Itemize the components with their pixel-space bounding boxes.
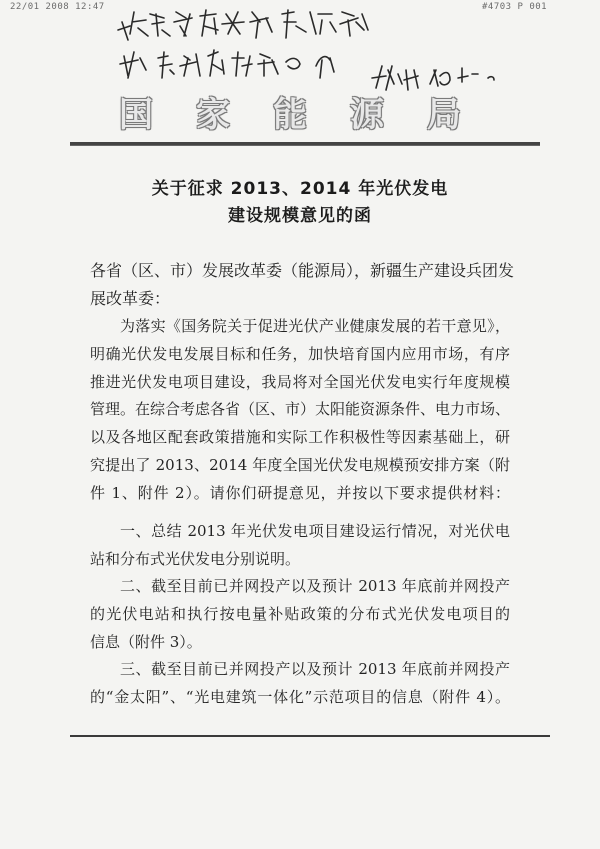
fax-page-number: #4703 P 001 — [482, 2, 548, 12]
header-divider — [70, 142, 540, 146]
text-line: 二、截至目前已并网投产以及预计 2013 年底前并网投产 — [120, 577, 510, 595]
text-line: 三、截至目前已并网投产以及预计 2013 年底前并网投产 — [120, 660, 510, 678]
letterhead-char: 国 — [119, 94, 153, 135]
text-line: 究提出了 2013、2014 年度全国光伏发电规模预安排方案（附 — [90, 455, 510, 474]
letterhead-char: 能 — [273, 94, 307, 135]
handwritten-annotation — [0, 0, 600, 100]
document-title-line-1: 关于征求 2013、2014 年光伏发电 — [151, 179, 449, 199]
letterhead-char: 家 — [196, 94, 230, 135]
addressee — [90, 257, 515, 313]
text-line: 推进光伏发电项目建设，我局将对全国光伏发电实行年度规模 — [90, 372, 510, 391]
letterhead — [100, 91, 480, 135]
paragraph-intro — [90, 313, 510, 508]
requirement-item-1 — [90, 518, 510, 574]
text-line: 一、总结 2013 年光伏发电项目建设运行情况，对光伏电 — [120, 522, 510, 540]
fax-timestamp: 22/01 2008 12:47 — [10, 2, 105, 12]
text-line: 站和分布式光伏发电分别说明。 — [90, 549, 301, 568]
text-line: 各省（区、市）发展改革委（能源局），新疆生产建设兵团发 — [90, 261, 515, 280]
text-line: 明确光伏发电发展目标和任务，加快培育国内应用市场，有序 — [90, 344, 510, 363]
text-line: 为落实《国务院关于促进光伏产业健康发展的若干意见》， — [120, 317, 510, 335]
letterhead-char: 源 — [350, 94, 384, 135]
text-line: 管理。在综合考虑各省（区、市）太阳能资源条件、电力市场、 — [90, 400, 511, 419]
text-line: 的光伏电站和执行按电量补贴政策的分布式光伏发电项目的 — [90, 604, 510, 623]
letterhead-char: 局 — [427, 94, 461, 135]
text-line: 件 1、附件 2）。请你们研提意见，并按以下要求提供材料： — [90, 483, 510, 502]
footer-divider — [70, 735, 550, 737]
text-line: 的“金太阳”、“光电建筑一体化”示范项目的信息（附件 4）。 — [90, 687, 510, 706]
requirement-item-3 — [90, 656, 510, 712]
requirement-item-2 — [90, 573, 510, 656]
text-line: 信息（附件 3）。 — [90, 632, 202, 651]
document-title-line-2: 建设规模意见的函 — [228, 206, 372, 226]
text-line: 展改革委： — [90, 288, 171, 308]
text-line: 以及各地区配套政策措施和实际工作积极性等因素基础上，研 — [90, 428, 510, 447]
